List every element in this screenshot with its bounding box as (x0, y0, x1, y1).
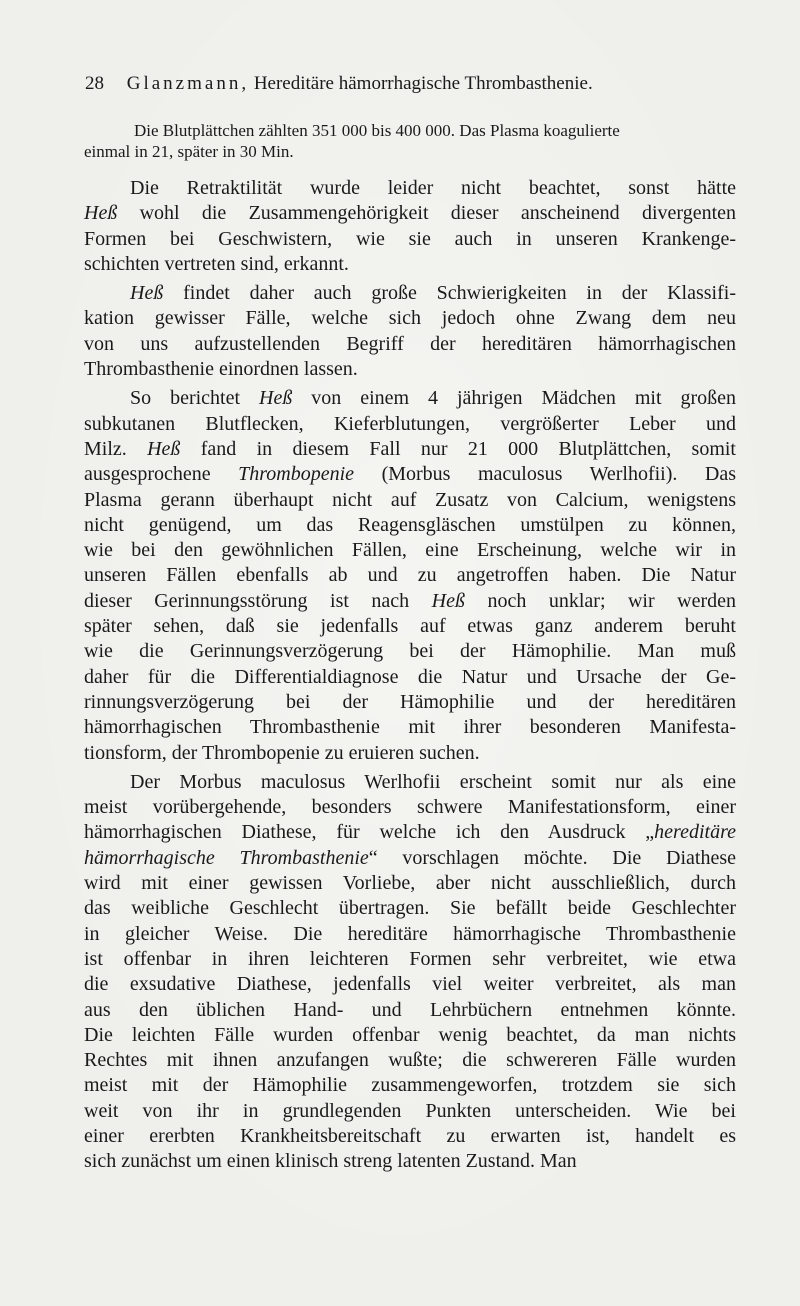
text-line (84, 1048, 736, 1073)
text-line (84, 922, 736, 947)
text-run: Rechtes mit ihnen anzufangen wußte; die schwereren Fälle wurden (84, 1049, 736, 1072)
text-run: hämorrhagischen Thrombasthenie mit ihrer besonderen Manifesta- (84, 716, 736, 739)
text-line (84, 589, 736, 614)
text-run: später sehen, daß sie jedenfalls auf etwas ganz anderem beruht (84, 615, 736, 638)
text-line (84, 176, 736, 201)
text-line (84, 488, 736, 513)
text-line (84, 1124, 736, 1149)
text-line (84, 795, 736, 820)
text-line (84, 513, 736, 538)
text-run: einer ererbten Krankheitsbereitschaft zu erwarten ist, handelt es (84, 1124, 736, 1147)
text-line (84, 947, 736, 972)
text-run: dieser Gerinnungsstörung ist nach (84, 589, 432, 612)
text-line (84, 281, 736, 306)
text-run: Milz. (84, 437, 148, 460)
italic-text-run: Heß (431, 589, 465, 612)
text-line (84, 1149, 736, 1174)
text-line (84, 972, 736, 997)
text-line (84, 538, 736, 563)
text-run: So berichtet (130, 387, 259, 410)
text-run: hämorrhagischen Diathese, für welche ich den Ausdruck „ (84, 821, 655, 844)
text-line (84, 462, 736, 487)
text-line (84, 998, 736, 1023)
paragraph (84, 281, 736, 382)
body-text (84, 176, 736, 1179)
text-line (84, 846, 736, 871)
text-run: meist mit der Hämophilie zusammengeworfen, trotzdem sie sich (84, 1074, 736, 1097)
text-run: daher für die Differentialdiagnose die Natur und Ursache der Ge- (84, 665, 736, 688)
text-line (84, 715, 736, 740)
text-run: ausgesprochene (84, 463, 239, 486)
text-run: rinnungsverzögerung bei der Hämophilie und der hereditären (84, 690, 736, 713)
text-run: wird mit einer gewissen Vorliebe, aber nicht ausschließlich, durch (84, 872, 736, 895)
paragraph (84, 386, 736, 765)
paragraph (84, 770, 736, 1175)
text-line (84, 201, 736, 226)
text-run: Plasma gerann überhaupt nicht auf Zusatz von Calcium, wenigstens (84, 488, 736, 511)
text-line (84, 1073, 736, 1098)
text-run: ist offenbar in ihren leichteren Formen sehr verbreitet, wie etwa (84, 947, 736, 970)
text-run: tionsform, der Thrombopenie zu eruieren suchen. (84, 741, 480, 764)
text-run: subkutanen Blutflecken, Kieferblutungen, vergrößerter Leber und (84, 412, 736, 435)
text-run: findet daher auch große Schwierigkeiten in der Klassifi- (163, 282, 736, 305)
text-run: in gleicher Weise. Die hereditäre hämorrhagische Thrombasthenie (84, 922, 736, 945)
text-line (84, 227, 736, 252)
text-run: von einem 4 jährigen Mädchen mit großen (292, 387, 737, 410)
text-line (84, 896, 736, 921)
text-run: “ vorschlagen möchte. Die Diathese (368, 846, 737, 869)
text-line (84, 1099, 736, 1124)
note-line: einmal in 21, später in 30 Min. (84, 142, 294, 161)
text-line (84, 252, 736, 277)
text-run: sich zunächst um einen klinisch streng latenten Zustand. Man (84, 1150, 577, 1173)
text-line (84, 563, 736, 588)
text-run: noch unklar; wir werden (465, 589, 736, 612)
note-line: Die Blutplättchen zählten 351 000 bis 400 000. Das Plasma koagulierte (134, 121, 620, 140)
running-header-title: Hereditäre hämorrhagische Thrombasthenie. (253, 73, 593, 94)
text-line (84, 332, 736, 357)
text-line (84, 412, 736, 437)
text-run: von uns aufzustellenden Begriff der hereditären hämorrhagischen (84, 332, 736, 355)
text-run: Thrombasthenie einordnen lassen. (84, 358, 358, 381)
text-run: Die leichten Fälle wurden offenbar wenig beachtet, da man nichts (84, 1023, 736, 1046)
text-line (84, 386, 736, 411)
text-run: Die Retraktilität wurde leider nicht beachtet, sonst hätte (130, 177, 736, 199)
running-header-author: Glanzmann, (126, 73, 250, 94)
italic-text-run: hereditäre (654, 821, 736, 844)
text-run: meist vorübergehende, besonders schwere Manifestationsform, einer (84, 796, 736, 819)
text-line (84, 820, 736, 845)
text-line (84, 741, 736, 766)
text-line (84, 437, 736, 462)
text-line (84, 357, 736, 382)
text-run: wie die Gerinnungsverzögerung bei der Hämophilie. Man muß (84, 640, 736, 663)
text-line (84, 665, 736, 690)
italic-text-run: Heß (147, 437, 181, 460)
text-run: kation gewisser Fälle, welche sich jedoch ohne Zwang dem neu (84, 307, 736, 330)
text-run: weit von ihr in grundlegenden Punkten unterscheiden. Wie bei (84, 1099, 736, 1122)
italic-text-run: Heß (259, 387, 293, 410)
text-run: nicht genügend, um das Reagensgläschen umstülpen zu können, (84, 513, 736, 536)
text-line (84, 306, 736, 331)
text-line (84, 614, 736, 639)
text-run: Der Morbus maculosus Werlhofii erscheint somit nur als eine (130, 770, 736, 793)
text-run: (Morbus maculosus Werlhofii). Das (354, 463, 736, 486)
text-run: das weibliche Geschlecht übertragen. Sie befällt beide Geschlechter (84, 897, 736, 920)
text-run: wie bei den gewöhnlichen Fällen, eine Erscheinung, welche wir in (84, 539, 736, 562)
text-run: fand in diesem Fall nur 21 000 Blutplättchen, somit (180, 437, 736, 460)
text-run: aus den üblichen Hand- und Lehrbüchern entnehmen könnte. (84, 998, 736, 1021)
text-line (84, 690, 736, 715)
text-run: wohl die Zusammengehörigkeit dieser anscheinend divergenten (117, 202, 736, 225)
text-line (84, 871, 736, 896)
page-number: 28 (85, 73, 104, 94)
text-run: unseren Fällen ebenfalls ab und zu angetroffen haben. Die Natur (84, 564, 736, 587)
text-line (84, 1023, 736, 1048)
text-line (84, 639, 736, 664)
small-print-note (84, 120, 740, 162)
italic-text-run: Heß (130, 282, 164, 305)
italic-text-run: Thrombopenie (238, 463, 355, 486)
text-run: Formen bei Geschwistern, wie sie auch in unseren Krankenge- (84, 227, 736, 250)
text-run: schichten vertreten sind, erkannt. (84, 252, 349, 275)
running-header (85, 72, 725, 96)
italic-text-run: Heß (84, 202, 118, 225)
paragraph (84, 176, 736, 277)
italic-text-run: hämorrhagische Thrombasthenie (84, 846, 369, 869)
text-line (84, 770, 736, 795)
text-run: die exsudative Diathese, jedenfalls viel weiter verbreitet, als man (84, 973, 736, 996)
